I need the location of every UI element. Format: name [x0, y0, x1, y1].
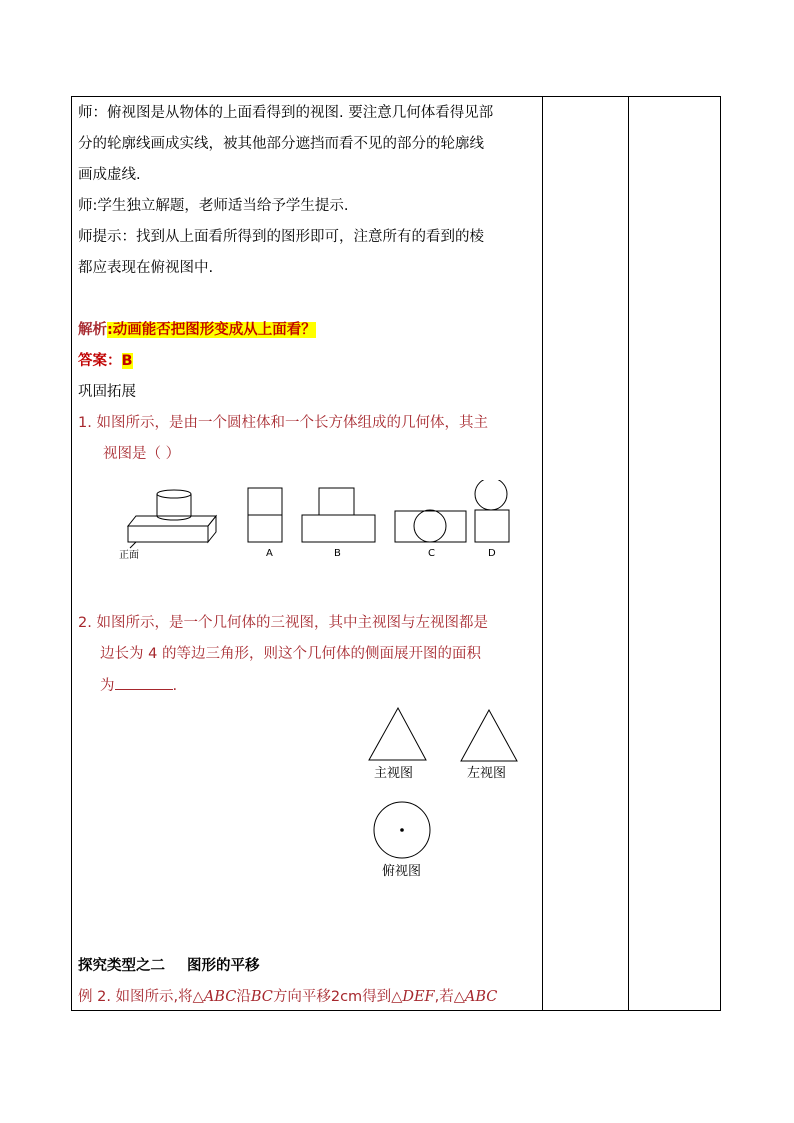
- example2-segment-bc: BC: [250, 989, 273, 1005]
- q2-line-3: [100, 675, 177, 696]
- example2-triangle-abc-2: △ABC: [453, 989, 498, 1005]
- option-a-label: A: [266, 548, 273, 559]
- solid-figure: [128, 490, 216, 548]
- teacher-note-line-4: 师:学生独立解题，老师适当给予学生提示.: [78, 198, 349, 214]
- example2-prefix: 例 2. 如图所示,将: [78, 989, 193, 1005]
- top-view-label: 俯视图: [382, 864, 422, 879]
- example2-line: [78, 987, 497, 1007]
- option-c-figure: [395, 510, 466, 542]
- front-view-label: 主视图: [374, 766, 414, 781]
- example2-text-if: ,若: [434, 989, 454, 1005]
- front-view-triangle: [369, 708, 426, 760]
- teacher-note-line-1: 师：俯视图是从物体的上面看得到的视图. 要注意几何体看得见部: [78, 105, 494, 121]
- example2-text-direction: 方向平移: [272, 989, 331, 1005]
- column-divider-2: [628, 97, 629, 1010]
- option-b-label: B: [334, 548, 341, 559]
- q2-figure: [364, 704, 544, 864]
- option-c-label: C: [428, 548, 435, 559]
- box-front-face: [128, 526, 208, 542]
- teacher-note-line-6: 都应表现在俯视图中.: [78, 260, 214, 276]
- analysis-text: :动画能否把图形变成从上面看？: [107, 322, 316, 338]
- q1-line-1: 1. 如图所示，是由一个圆柱体和一个长方体组成的几何体，其主: [78, 415, 488, 431]
- example2-triangle-def: △DEF: [391, 989, 435, 1005]
- box-side-face: [208, 516, 216, 542]
- q1-line-2: 视图是（ ）: [103, 446, 181, 462]
- cylinder-base: [157, 516, 191, 520]
- answer-blank: [115, 675, 173, 690]
- option-b-figure: [302, 488, 375, 542]
- section2-title-b: 图形的平移: [187, 958, 260, 974]
- q2-line-2: 边长为 4 的等边三角形，则这个几何体的侧面展开图的面积: [100, 646, 481, 662]
- q2-line-3-suffix: .: [172, 678, 178, 694]
- example2-distance: 2cm: [330, 989, 363, 1005]
- example2-text-obtain: 得到: [362, 989, 392, 1005]
- q2-line-3-prefix: 为: [100, 678, 115, 694]
- analysis-label: 解析: [78, 322, 107, 338]
- teacher-note-line-2: 分的轮廓线画成实线，被其他部分遮挡而看不见的部分的轮廓线: [78, 136, 484, 152]
- teacher-note-line-3: 画成虚线.: [78, 167, 141, 183]
- option-d-figure: [475, 480, 509, 542]
- option-a-figure: [248, 488, 282, 542]
- section-title: 巩固拓展: [78, 384, 136, 400]
- example2-text-along: 沿: [236, 989, 251, 1005]
- top-view-center-dot: [400, 828, 404, 832]
- section2-title-a: 探究类型之二: [78, 958, 165, 974]
- option-d-label: D: [488, 548, 496, 559]
- answer-label: 答案：: [78, 353, 122, 369]
- box-top-face: [128, 516, 216, 526]
- answer-value: B: [121, 353, 133, 369]
- section2-title: [78, 956, 260, 976]
- teacher-note-line-5: 师提示：找到从上面看所得到的图形即可，注意所有的看到的棱: [78, 229, 484, 245]
- example2-triangle-abc: △ABC: [192, 989, 237, 1005]
- q1-figure: [110, 480, 550, 560]
- front-label: 正面: [119, 550, 139, 561]
- left-view-triangle: [461, 710, 517, 761]
- analysis-line: [78, 320, 316, 340]
- q2-line-1: 2. 如图所示，是一个几何体的三视图，其中主视图与左视图都是: [78, 615, 488, 631]
- cylinder-top: [157, 490, 191, 498]
- left-view-label: 左视图: [467, 766, 507, 781]
- answer-line: [78, 351, 133, 371]
